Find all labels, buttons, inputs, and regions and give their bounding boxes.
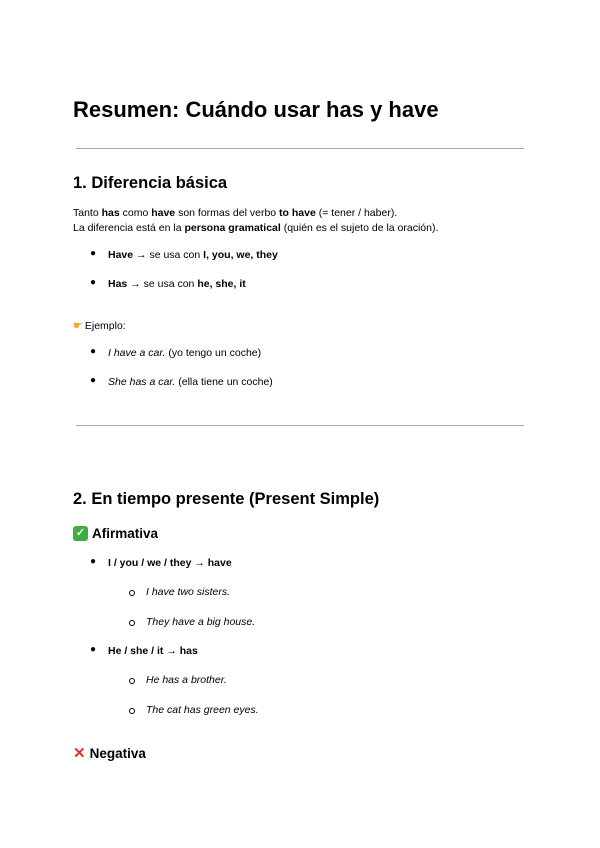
rule-plural: I / you / we / they → have: [108, 557, 232, 569]
rule-has: Has → se usa con he, she, it: [108, 278, 246, 290]
cross-mark-icon: ✕: [73, 745, 86, 762]
bullet: ●: [90, 277, 97, 288]
bullet: ●: [90, 375, 97, 386]
bullet: ●: [90, 346, 97, 357]
intro-line-2: La diferencia está en la persona gramatical (quién es el sujeto de la oración).: [73, 222, 439, 234]
sub-bullet: [129, 678, 135, 684]
section-heading-1: 1. Diferencia básica: [73, 174, 228, 192]
intro-line-1: Tanto has como have son formas del verbo to have (= tener / haber).: [73, 207, 398, 219]
divider: [76, 148, 524, 149]
example-2: She has a car. (ella tiene un coche): [108, 376, 273, 388]
sub-bullet: [129, 708, 135, 714]
example-sub: The cat has green eyes.: [146, 704, 259, 716]
section-heading-2: 2. En tiempo presente (Present Simple): [73, 490, 380, 508]
divider: [76, 425, 524, 426]
example-sub: They have a big house.: [146, 616, 256, 628]
rule-singular: He / she / it → has: [108, 645, 198, 657]
bullet: ●: [90, 556, 97, 567]
rule-have: Have → se usa con I, you, we, they: [108, 249, 278, 261]
example-1: I have a car. (yo tengo un coche): [108, 347, 262, 359]
bullet: ●: [90, 248, 97, 259]
affirmative-heading: ✓ Afirmativa: [73, 526, 158, 541]
example-label: ☛ Ejemplo:: [73, 320, 126, 332]
check-mark-icon: ✓: [73, 526, 88, 541]
example-sub: He has a brother.: [146, 674, 227, 686]
negative-heading: ✕ Negativa: [73, 745, 146, 762]
sub-bullet: [129, 620, 135, 626]
example-sub: I have two sisters.: [146, 586, 231, 598]
bullet: ●: [90, 644, 97, 655]
sub-bullet: [129, 590, 135, 596]
pointing-hand-icon: ☛: [73, 320, 83, 332]
page-title: Resumen: Cuándo usar has y have: [73, 97, 439, 122]
